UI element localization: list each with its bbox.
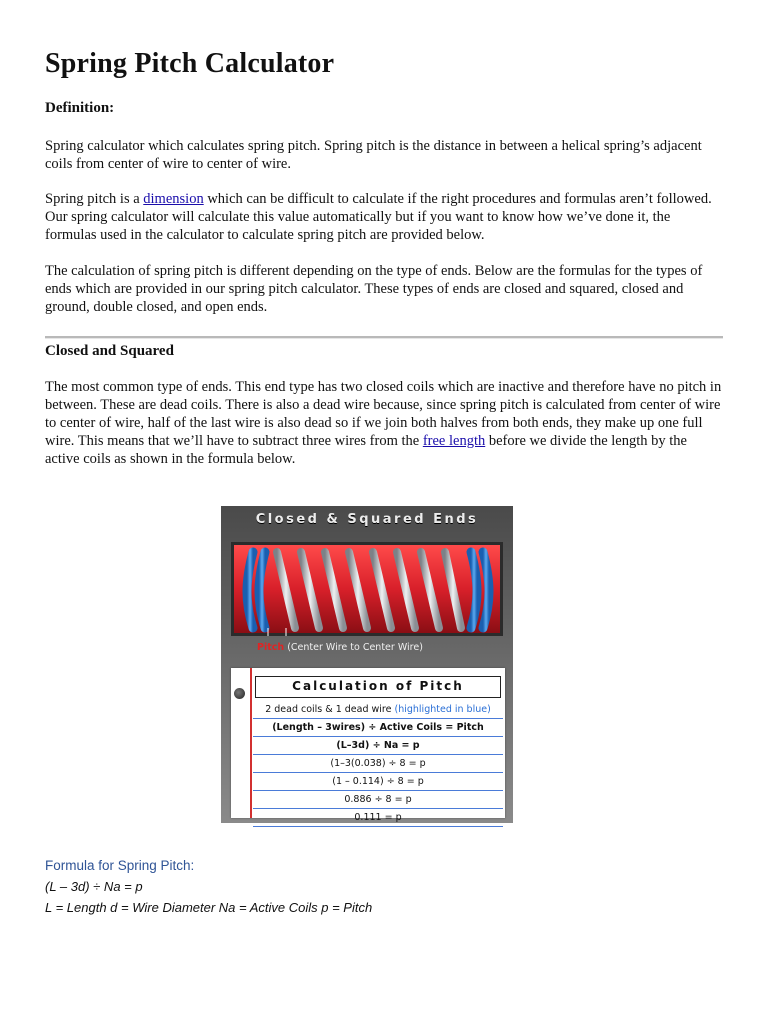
closed-squared-paragraph [45, 378, 725, 468]
paragraph-text: The most common type of ends. This end type has two closed coils which are inactive and therefore have no pitch in between. These are dead coils. There is also a dead wire because, since spring pitch is calculated from center of wire to center of wire, half of the last wire is also dead so if we join both halves from both ends, they make up one full wire. This means that we’ll have to subtract three wires from the [45, 379, 722, 449]
calc-line-highlight: (highlighted in blue) [394, 704, 491, 715]
paragraph-text: Spring pitch is a [45, 191, 144, 207]
calc-line: 0.111 = p [253, 809, 503, 827]
free-length-link[interactable]: free length [422, 433, 486, 449]
formula-legend: L = Length d = Wire Diameter Na = Active Coils p = Pitch [45, 900, 373, 915]
dimension-link[interactable]: dimension [143, 191, 204, 207]
definition-paragraph: Spring calculator which calculates spring pitch. Spring pitch is the distance in between a helical spring’s adjacent coils from center of wire to center of wire. [45, 138, 702, 172]
pitch-note: (Center Wire to Center Wire) [287, 642, 423, 653]
pitch-label: Pitch [257, 642, 285, 653]
section-heading-closed-squared: Closed and Squared [45, 343, 174, 359]
dimension-paragraph [45, 190, 725, 244]
calc-line: (Length – 3wires) ÷ Active Coils = Pitch [253, 719, 503, 737]
figure-title: Closed & Squared Ends [255, 512, 479, 527]
formula-heading: Formula for Spring Pitch: [45, 858, 195, 873]
closed-squared-ends-figure [221, 506, 513, 823]
notepad-margin [250, 668, 252, 818]
calculation-title: Calculation of Pitch [255, 676, 501, 698]
pitch-caption [257, 642, 423, 653]
paragraph-text: before we divide the length by the active coils as shown in the formula below. [45, 433, 687, 467]
binder-hole-icon [234, 688, 245, 699]
end-types-paragraph: The calculation of spring pitch is different depending on the type of ends. Below are the formulas for the types of ends which are provided in our spring pitch calculator. These types of ends are closed and squared, closed and ground, double closed, and open ends. [45, 263, 703, 315]
definition-heading: Definition: [45, 100, 115, 116]
calc-line: (1–3(0.038) ÷ 8 = p [253, 755, 503, 773]
calc-line: (L–3d) ÷ Na = p [253, 737, 503, 755]
section-divider [45, 336, 723, 339]
calc-line: 0.886 ÷ 8 = p [253, 791, 503, 809]
calc-line-text: 2 dead coils & 1 dead wire [265, 704, 395, 715]
calc-line [253, 701, 503, 719]
spring-diagram [231, 542, 503, 636]
paragraph-text: which can be difficult to calculate if the right procedures and formulas aren’t followed. Our spring calculator will calculate this value automatically but if you want to know how we’ve done it, the formulas used in the calculator to calculate spring pitch are provided below. [45, 191, 712, 243]
calculation-lines [253, 701, 503, 827]
formula-expression: (L – 3d) ÷ Na = p [45, 879, 143, 894]
calc-line: (1 – 0.114) ÷ 8 = p [253, 773, 503, 791]
calculation-notepad [231, 668, 505, 823]
page-title: Spring Pitch Calculator [45, 48, 335, 79]
